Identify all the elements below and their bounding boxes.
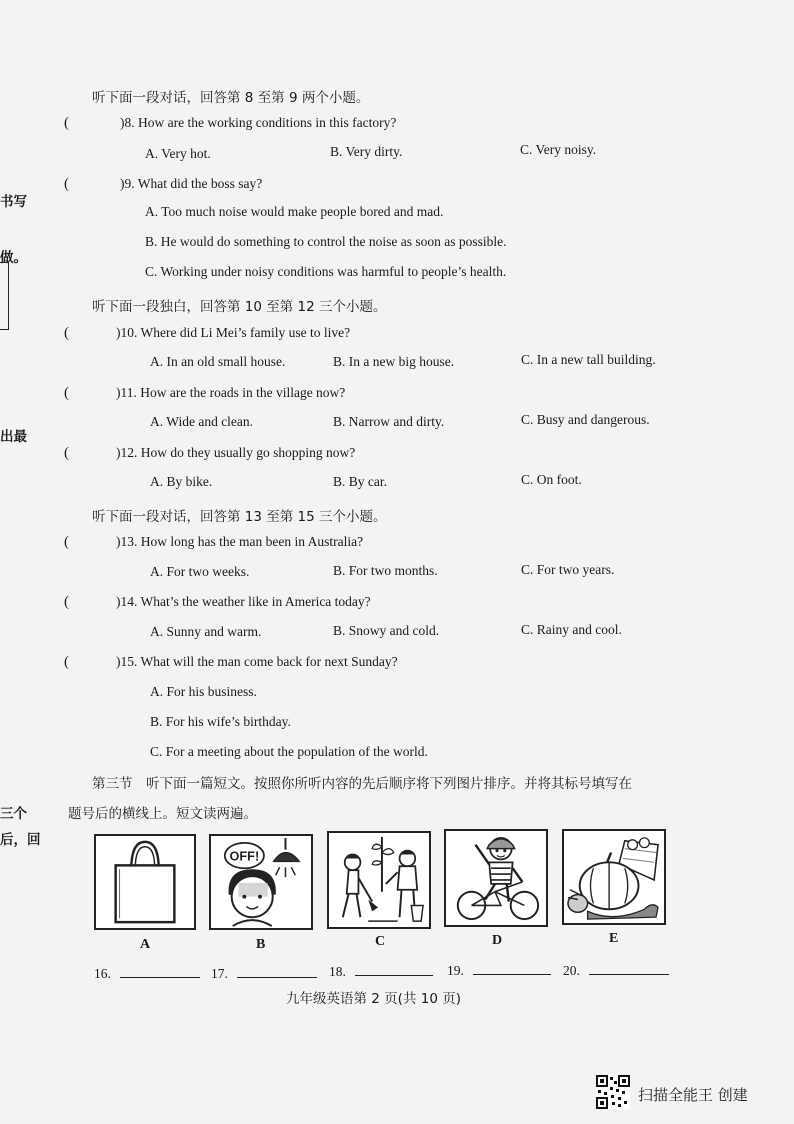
option: B. Narrow and dirty. <box>333 414 445 429</box>
section-instruction: 题号后的横线上。短文读两遍。 <box>68 806 257 822</box>
option: C. For two years. <box>521 562 615 577</box>
option: B. Snowy and cold. <box>333 623 440 638</box>
answer-line[interactable] <box>237 965 317 978</box>
answer-paren[interactable]: ( <box>64 325 69 341</box>
picture-c <box>327 831 431 929</box>
answer-blank-18[interactable] <box>329 963 433 980</box>
qr-code-icon <box>596 1075 630 1109</box>
picture-b <box>209 834 313 930</box>
option: A. For two weeks. <box>150 564 250 579</box>
shopping-bag-icon <box>96 836 194 928</box>
section-heading: 第三节 听下面一篇短文。按照你所听内容的先后顺序将下列图片排序。并将其标号填写在 <box>92 776 632 792</box>
answer-paren[interactable]: ( <box>64 445 69 461</box>
answer-blank-17[interactable] <box>211 965 317 982</box>
planting-trees-icon <box>329 833 429 927</box>
question-text: )13. How long has the man been in Australia? <box>116 534 364 549</box>
option: C. Busy and dangerous. <box>521 412 650 427</box>
option: A. Wide and clean. <box>150 414 254 429</box>
answer-number: 20. <box>563 963 580 978</box>
option: B. For his wife’s birthday. <box>150 714 291 729</box>
edge-fragment: 书写 <box>0 194 27 210</box>
option: A. Too much noise would make people bored and mad. <box>145 204 444 219</box>
question-text: )9. What did the boss say? <box>120 176 263 191</box>
answer-number: 16. <box>94 966 111 981</box>
edge-fragment: 三个 <box>0 806 27 822</box>
answer-blank-20[interactable] <box>563 962 669 979</box>
picture-a <box>94 834 196 930</box>
answer-paren[interactable]: ( <box>64 534 69 550</box>
scanner-watermark: 扫描全能王 创建 <box>638 1086 748 1104</box>
answer-line[interactable] <box>120 965 200 978</box>
option: B. He would do something to control the noise as soon as possible. <box>145 234 507 249</box>
bubble-text: OFF! <box>229 848 260 864</box>
option: C. Very noisy. <box>520 142 597 157</box>
answer-blank-16[interactable] <box>94 965 200 982</box>
option: C. Rainy and cool. <box>521 622 622 637</box>
section-heading: 听下面一段对话，回答第 13 至第 15 三个小题。 <box>92 509 387 525</box>
question-text: )12. How do they usually go shopping now? <box>116 445 356 460</box>
answer-paren[interactable]: ( <box>64 385 69 401</box>
answer-blank-19[interactable] <box>447 962 551 979</box>
answer-paren[interactable]: ( <box>64 115 69 131</box>
picture-label: D <box>492 933 503 948</box>
question-text: )8. How are the working conditions in this factory? <box>120 115 397 130</box>
option: C. Working under noisy conditions was harmful to people’s health. <box>145 264 507 279</box>
edge-fragment: 做。 <box>0 250 27 266</box>
edge-fragment: 后，回 <box>0 832 41 848</box>
option: C. For a meeting about the population of the world. <box>150 744 428 759</box>
question-text: )15. What will the man come back for next Sunday? <box>116 654 398 669</box>
option: B. For two months. <box>333 563 438 578</box>
option: B. By car. <box>333 474 387 489</box>
boy-bicycle-icon <box>446 831 546 925</box>
option: A. For his business. <box>150 684 257 699</box>
question-text: )10. Where did Li Mei’s family use to live? <box>116 325 351 340</box>
edge-fragment: 出最 <box>0 429 27 445</box>
picture-label: A <box>140 937 151 952</box>
answer-number: 19. <box>447 963 464 978</box>
answer-line[interactable] <box>589 962 669 975</box>
answer-number: 17. <box>211 966 228 981</box>
answer-paren[interactable]: ( <box>64 654 69 670</box>
answer-paren[interactable]: ( <box>64 594 69 610</box>
option: B. In a new big house. <box>333 354 455 369</box>
vegetables-icon <box>564 831 664 923</box>
answer-paren[interactable]: ( <box>64 176 69 192</box>
girl-lamp-off-icon <box>211 836 311 928</box>
section-heading: 听下面一段对话，回答第 8 至第 9 两个小题。 <box>92 90 370 106</box>
option: A. Very hot. <box>145 146 211 161</box>
question-text: )11. How are the roads in the village now? <box>116 385 346 400</box>
page-footer: 九年级英语第 2 页(共 10 页) <box>286 991 461 1007</box>
picture-label: E <box>609 931 619 946</box>
option: A. By bike. <box>150 474 213 489</box>
picture-label: B <box>256 937 266 952</box>
picture-e <box>562 829 666 925</box>
answer-number: 18. <box>329 964 346 979</box>
option: B. Very dirty. <box>330 144 403 159</box>
picture-label: C <box>375 934 386 949</box>
option: C. On foot. <box>521 472 582 487</box>
picture-d <box>444 829 548 927</box>
option: A. Sunny and warm. <box>150 624 262 639</box>
answer-line[interactable] <box>355 963 433 976</box>
option: C. In a new tall building. <box>521 352 656 367</box>
section-heading: 听下面一段独白，回答第 10 至第 12 三个小题。 <box>92 299 387 315</box>
edge-box <box>0 262 9 330</box>
answer-line[interactable] <box>473 962 551 975</box>
option: A. In an old small house. <box>150 354 286 369</box>
question-text: )14. What’s the weather like in America today? <box>116 594 371 609</box>
